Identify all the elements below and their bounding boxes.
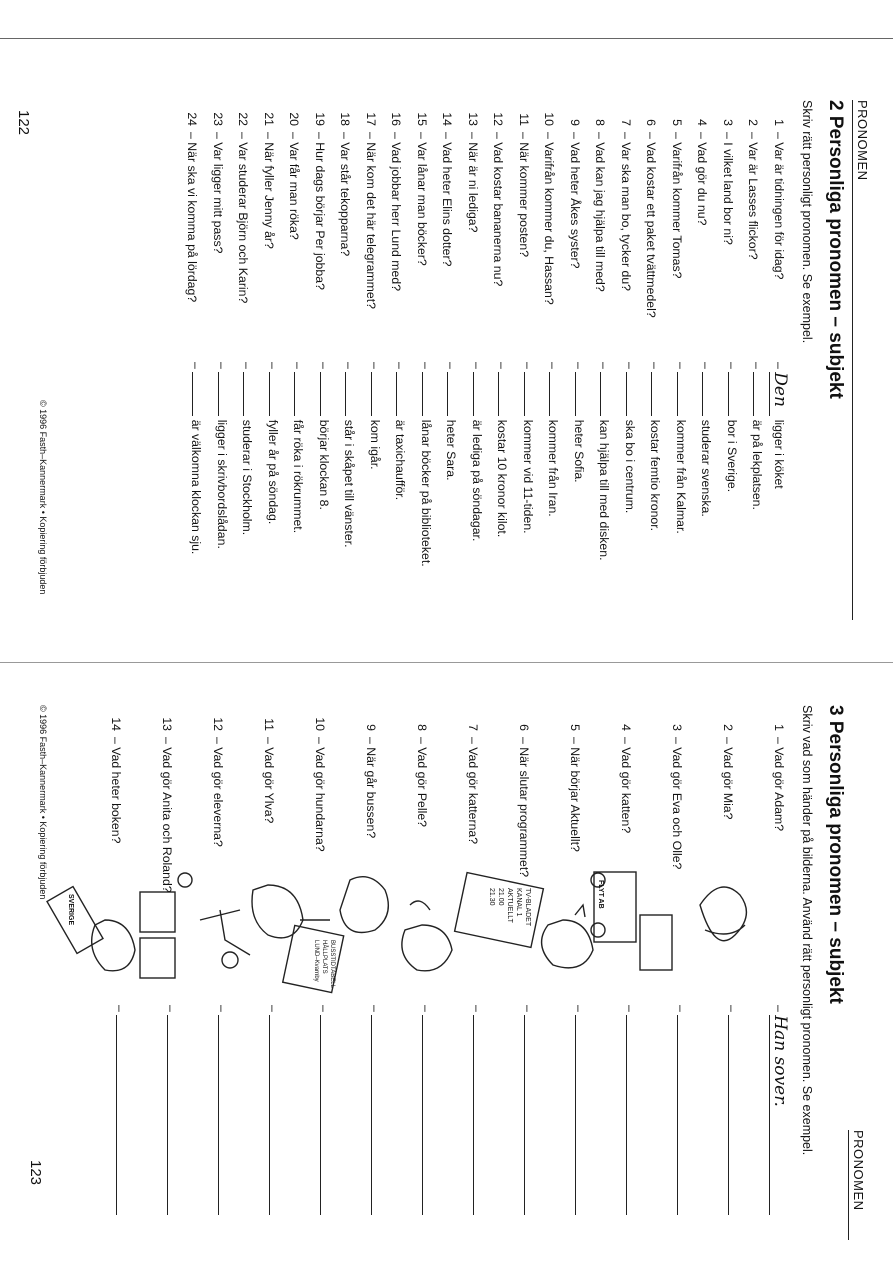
question-text: – När kom det här telegrammet? [364,132,378,310]
question-row [364,100,378,309]
answer-blank[interactable] [320,372,321,416]
answer-row: – bor i Sverige. [725,362,739,493]
answer-blank[interactable] [754,372,755,416]
question-number: 24 [185,112,200,126]
question-row [619,705,633,833]
question-row [211,705,225,847]
tv-guide-line: KANAL 1 [515,888,522,917]
question-number: 13 [466,112,480,126]
exercise-title: 3 Personliga pronomen – subjekt [825,705,846,1004]
question-number: 6 [644,119,659,126]
question-text: – Vad gör Mia? [721,737,735,820]
question-text: – Varifrån kommer du, Hassan? [542,132,557,305]
question-number: 14 [440,112,455,126]
question-text: – I vilket land bor ni? [721,132,735,245]
answer-row: – [215,1005,229,1215]
answer-row: – fyller år på söndag. [266,362,280,525]
answer-row: – kommer från Kalmar. [674,362,688,534]
question-number: 5 [670,119,684,126]
answer-row: – [725,1005,739,1215]
answer-row: – står i skåpet till vänster. [342,362,357,548]
question-text: – Vad gör Pelle? [415,737,429,828]
question-row [364,705,378,838]
tv-guide-line: AKTUELLT [506,888,513,923]
answer-row: – [674,1005,688,1215]
question-number: 17 [364,112,378,126]
question-text: – Hur dags börjar Per jobba? [313,132,327,290]
question-number: 5 [568,724,582,731]
question-number: 3 [670,724,684,731]
answer-sentence: kom igår. [368,419,382,470]
answer-row: – [368,1005,382,1215]
question-row [619,100,633,291]
answer-line[interactable] [320,1015,321,1215]
question-row [517,100,531,257]
answer-row: – lånar böcker på biblioteket. [419,362,433,567]
answer-row: – Den ligger i köket [770,362,790,489]
answer-blank[interactable] [703,372,704,416]
answer-sentence: kommer vid 11-tiden. [521,419,535,534]
page-number: 123 [27,1160,44,1186]
question-number: 10 [313,717,327,731]
question-text: – Vad heter Åkes syster? [568,132,582,269]
question-number: 9 [364,724,378,731]
tv-guide-line: 21.30 [488,888,495,906]
answer-row: – studerar i Stockholm. [240,362,255,536]
question-number: 8 [415,724,429,731]
question-row [109,705,123,843]
question-row [568,100,582,268]
question-text: – Vad gör Eva och Olle? [670,737,684,870]
question-number: 1 [772,724,786,731]
page-fold-line [0,662,893,663]
question-row [415,705,429,827]
answer-blank[interactable] [371,372,372,416]
question-text: – Varifrån kommer Tomas? [670,132,684,279]
answer-sentence: ska bo i centrum. [623,419,637,514]
bus-sign-line: BUSSTIDTABELL [329,940,335,988]
exercise-title: 2 Personliga pronomen – subjekt [825,100,846,399]
question-text: – Var ligger mitt pass? [211,132,225,254]
answer-sentence: bor i Sverige. [725,419,739,493]
question-row [390,100,404,291]
question-text: – Vad gör Adam? [772,737,786,832]
answer-sentence: ligger i köket [772,419,786,489]
question-row [721,100,735,245]
question-number: 8 [593,119,608,126]
question-number: 20 [287,112,302,126]
answer-blank[interactable] [601,372,602,416]
answer-line[interactable] [116,1015,117,1215]
question-text: – Vad gör katten? [619,737,633,834]
question-row [772,705,786,831]
question-number: 7 [466,724,480,731]
answer-line[interactable] [269,1015,270,1215]
answer-row: – studerar svenska. [699,362,714,517]
question-row [441,100,455,266]
question-row [211,100,225,253]
question-number: 13 [160,717,174,731]
question-text: – Var är tidningen för idag? [772,132,786,280]
bus-sign-line: LUND–Kvarnby [313,940,319,982]
question-row [568,705,582,852]
answer-sentence: är taxichaufför. [393,419,408,501]
answer-row: – kostar femtio kronor. [648,362,663,532]
answer-blank[interactable] [473,372,474,416]
tv-guide-label-wrap [487,888,532,926]
answer-line[interactable] [524,1015,525,1215]
question-text: – Vad gör hundarna? [313,737,327,852]
answer-row: – ska bo i centrum. [623,362,637,514]
answer-row: – [164,1005,178,1215]
question-row [594,100,608,292]
answer-blank[interactable] [652,372,653,416]
question-text: – När går bussen? [364,737,378,839]
question-number: 19 [313,112,327,126]
truck-label: FLYT AB [597,880,604,909]
answer-blank[interactable] [193,372,194,416]
answer-blank[interactable] [422,372,423,416]
question-number: 3 [721,119,735,126]
answer-sentence: kommer från Iran. [546,419,561,517]
question-text: – Var ska man bo, tycker du? [619,132,633,292]
answer-row: – [623,1005,637,1215]
question-row [670,100,684,278]
question-row [186,100,200,302]
question-text: – Vad kan jag hjälpa till med? [593,132,608,292]
answer-row: – är taxichaufför. [393,362,408,501]
question-row [313,705,327,852]
question-text: – Var står tekopparna? [338,132,353,257]
answer-line[interactable] [473,1015,474,1215]
answer-sentence: står i skåpet till vänster. [342,419,357,548]
answer-row: – kostar 10 kronor kilot. [495,362,510,538]
question-text: – Vad gör du nu? [695,132,710,226]
answer-sentence: börjar klockan 8. [317,419,331,510]
answer-row: – [470,1005,484,1215]
right-page-header-wrap [846,1130,866,1250]
answer-sentence: är välkomna klockan sju. [189,419,204,555]
answer-sentence: kostar 10 kronor kilot. [495,419,510,538]
answer-blank[interactable] [550,372,551,416]
question-text: – Var får man röka? [287,132,302,240]
question-number: 14 [109,717,123,731]
answer-line[interactable] [371,1015,372,1215]
question-number: 2 [746,119,761,126]
book-label-wrap [64,894,82,925]
answer-sentence: lånar böcker på biblioteket. [419,419,433,567]
question-row [466,100,480,232]
question-text: – När kommer posten? [517,132,531,258]
answer-line[interactable] [218,1015,219,1215]
answer-line[interactable] [728,1015,729,1215]
answer-sentence: får röka i rökrummet. [291,419,306,534]
answer-row: – [572,1005,586,1215]
question-text: – När ska vi komma på lördag? [185,132,200,303]
question-row [670,705,684,869]
page-number: 122 [15,110,32,136]
answer-row: – heter Sofia. [572,362,586,483]
question-row [237,100,251,303]
answer-blank[interactable]: Den [769,372,790,416]
answer-sentence: heter Sara. [444,419,459,481]
page-footer: © 1996 Fasth–Kannermark • Kopiering förbjuden [38,400,48,595]
question-text: – Vad heter Elins dotter? [440,132,455,267]
answer-blank[interactable] [269,372,270,416]
question-text: – Vad gör Ylva? [262,737,276,824]
question-text: – Var studerar Björn och Karin? [236,132,251,304]
answer-line[interactable] [626,1015,627,1215]
answer-row: – är på lekplatsen. [750,362,765,510]
answer-blank[interactable] [244,372,245,416]
question-number: 10 [542,112,557,126]
right-page [10,705,870,1245]
question-text: – Vad gör katterna? [466,737,480,845]
answer-blank[interactable] [397,372,398,416]
question-row [517,705,531,877]
question-number: 4 [619,724,633,731]
question-row [313,100,327,290]
answer-row: – kan hjälpa till med disken. [597,362,612,561]
book-label: SVERIGE [67,894,74,926]
question-number: 18 [338,112,353,126]
question-text: – När slutar programmet? [517,737,531,878]
question-number: 15 [415,112,429,126]
bus-sign-line: HÅLLPLATS [321,940,327,974]
exercise-instruction: Skriv vad som händer på bilderna. Använd rätt personligt pronomen. Se exempel. [800,705,814,1156]
question-row [645,100,659,318]
answer-row: – [317,1005,331,1215]
question-row [543,100,557,305]
question-number: 9 [568,119,582,126]
question-row [415,100,429,266]
answer-row: – kom igår. [368,362,382,470]
answer-blank[interactable] [499,372,500,416]
question-row [696,100,710,225]
left-page [10,100,870,640]
question-row [466,705,480,844]
page-header: PRONOMEN [848,1130,866,1240]
answer-line[interactable]: Han sover. [769,1015,790,1215]
answer-blank[interactable] [524,372,525,416]
answer-blank[interactable] [626,372,627,416]
question-number: 2 [721,724,735,731]
question-row [721,705,735,819]
answer-blank[interactable] [295,372,296,416]
question-text: – När fyller Jenny år? [262,132,276,249]
question-row [160,705,174,893]
question-number: 21 [262,112,276,126]
answer-row: – får röka i rökrummet. [291,362,306,534]
right-page-number-wrap [24,1160,44,1200]
page-header: PRONOMEN [852,100,870,620]
answer-row: – ligger i skrivbordslådan. [215,362,229,549]
question-number: 11 [262,718,276,731]
question-number: 23 [211,112,225,126]
answer-blank[interactable] [218,372,219,416]
question-number: 7 [619,119,633,126]
answer-blank[interactable] [346,372,347,416]
question-row [262,100,276,249]
tv-guide-line: TV-BLADET [524,888,531,927]
question-text: – När är ni lediga? [466,132,480,233]
question-number: 6 [517,724,531,731]
tv-guide-line: 21.00 [497,888,504,906]
question-number: 16 [389,112,404,126]
answer-row: – är lediga på söndagar. [470,362,484,542]
answer-line[interactable] [422,1015,423,1215]
answer-row: – kommer vid 11-tiden. [521,362,535,534]
answer-line[interactable] [575,1015,576,1215]
question-text: – Vad jobbar herr Lund med? [389,132,404,292]
question-number: 4 [695,119,710,126]
page-footer: © 1996 Fasth–Kannermark • Kopiering förbjuden [38,705,48,900]
question-number: 22 [236,112,251,126]
scan-edge-line [0,38,893,39]
question-text: – Var är Lasses flickor? [746,132,761,260]
question-number: 1 [772,119,786,126]
answer-sentence: är lediga på söndagar. [470,419,484,542]
answer-blank[interactable] [448,372,449,416]
question-row [492,100,506,286]
answer-line[interactable] [677,1015,678,1215]
question-text: – Vad gör eleverna? [211,737,225,847]
question-text: – Vad heter boken? [109,737,123,844]
exercise-instruction: Skriv rätt personligt pronomen. Se exempel. [800,100,814,344]
question-text: – Var lånar man böcker? [415,132,429,266]
answer-row: – [113,1005,127,1215]
answer-sentence: studerar svenska. [699,419,714,517]
answer-sentence: är på lekplatsen. [750,419,765,510]
question-row [747,100,761,260]
question-text: – Vad kostar bananerna nu? [491,132,506,287]
question-row [339,100,353,256]
question-number: 11 [517,113,531,126]
answer-sentence: kostar femtio kronor. [648,419,663,532]
answer-blank[interactable] [575,372,576,416]
answer-row: – [266,1005,280,1215]
question-text: – Vad kostar ett paket tvättmedel? [644,132,659,318]
answer-row: – börjar klockan 8. [317,362,331,510]
question-number: 12 [211,717,225,731]
answer-sentence: studerar i Stockholm. [240,419,255,536]
answer-row: – kommer från Iran. [546,362,561,517]
answer-row: – är välkomna klockan sju. [189,362,204,555]
truck-label-wrap [594,880,612,909]
question-row [262,705,276,823]
answer-row: – Han sover. [769,1005,790,1215]
question-number: 12 [491,112,506,126]
question-text: – Vad gör Anita och Roland? [160,737,174,893]
answer-sentence: fyller år på söndag. [266,419,280,525]
answer-line[interactable] [167,1015,168,1215]
answer-blank[interactable] [728,372,729,416]
answer-sentence: heter Sofia. [572,419,586,483]
question-text: – När börjar Aktuellt? [568,737,582,852]
answer-sentence: ligger i skrivbordslådan. [215,419,229,549]
answer-sentence: kommer från Kalmar. [674,419,688,534]
answer-blank[interactable] [677,372,678,416]
answer-row: – heter Sara. [444,362,459,481]
answer-sentence: kan hjälpa till med disken. [597,419,612,561]
question-row [772,100,786,279]
answer-row: – [419,1005,433,1215]
question-row [288,100,302,240]
bus-sign-label-wrap [312,940,336,988]
answer-row: – [521,1005,535,1215]
